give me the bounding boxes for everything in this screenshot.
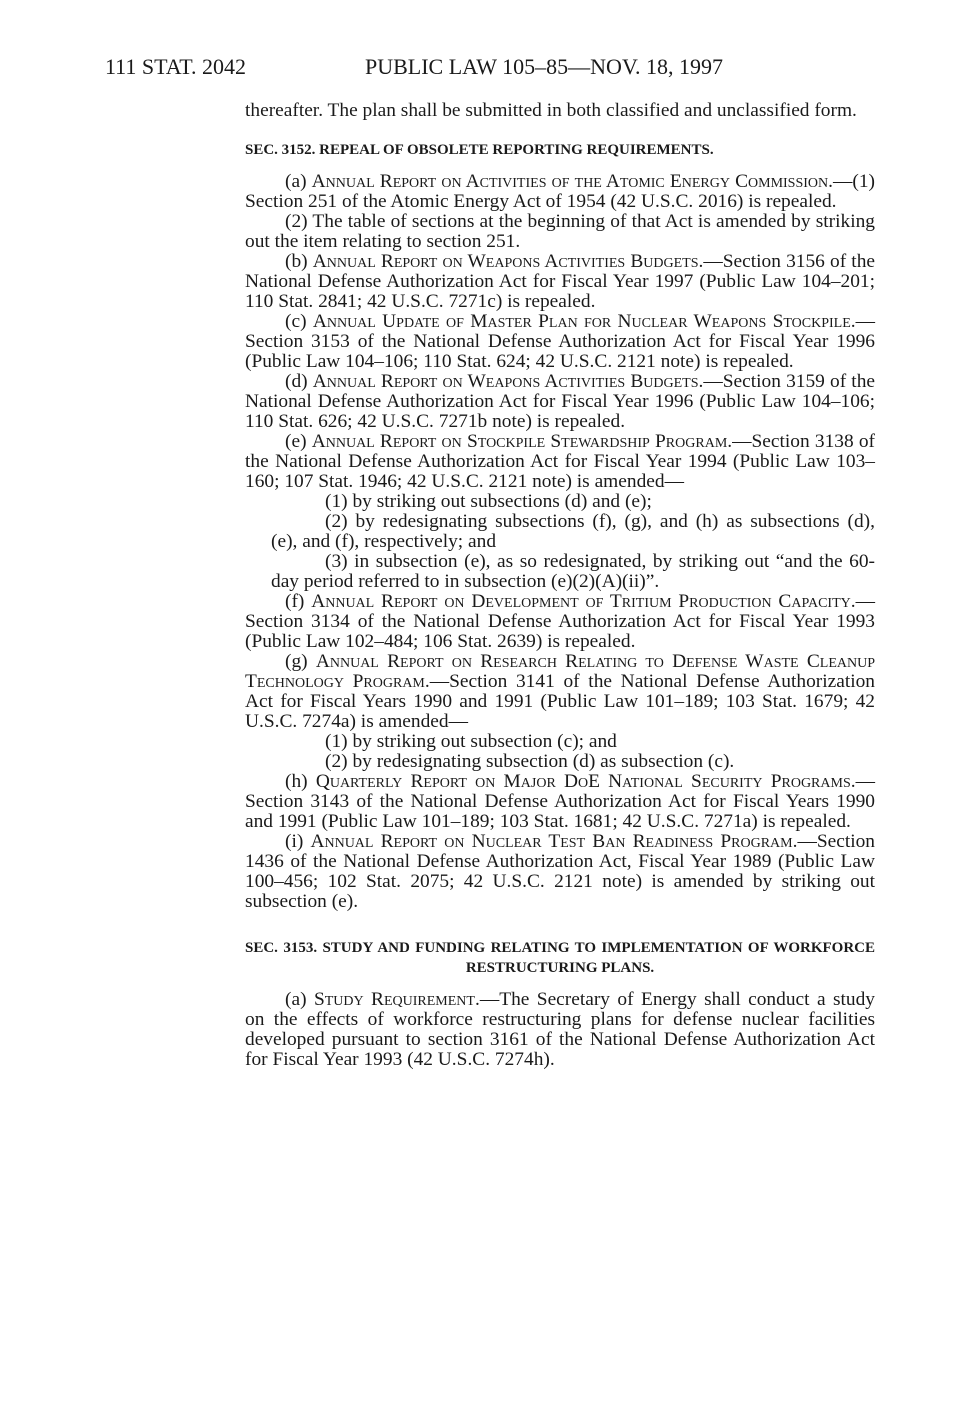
section-3153-a-label: (a) <box>285 989 314 1010</box>
subsection-a <box>245 172 875 212</box>
subsection-f-text: —Section 3134 of the National Defense Authorization Act for Fiscal Year 1993 (Public Law 102–484; 106 Stat. 2639) is repealed. <box>245 591 875 652</box>
subsection-g <box>245 652 875 732</box>
subsection-i-caption: Annual Report on Nuclear Test Ban Readiness Program. <box>310 831 798 852</box>
public-law-citation: PUBLIC LAW 105–85—NOV. 18, 1997 <box>365 54 723 79</box>
subsection-i <box>245 832 875 912</box>
subsection-b-label: (b) <box>285 251 313 272</box>
subsection-h-caption: Quarterly Report on Major DoE National Security Programs. <box>315 771 856 792</box>
section-heading-3153: SEC. 3153. STUDY AND FUNDING RELATING TO IMPLEMENTATION OF WORKFORCE RESTRUCTURING PLANS. <box>245 940 875 976</box>
subsection-i-text: —Section 1436 of the National Defense Authorization Act, Fiscal Year 1989 (Public Law 100–456; 102 Stat. 2075; 42 U.S.C. 2121 note) is amended by striking out subsection (e). <box>245 831 876 912</box>
subsection-h-text: —Section 3143 of the National Defense Authorization Act for Fiscal Years 1990 and 1991 (Public Law 101–189; 103 Stat. 1681; 42 U.S.C. 7271a) is repealed. <box>245 771 875 832</box>
subsection-e-label: (e) <box>285 431 312 452</box>
subsection-c-label: (c) <box>285 311 313 332</box>
subsection-h <box>245 772 875 832</box>
subsection-b-caption: Annual Report on Weapons Activities Budgets. <box>312 251 704 272</box>
document-body <box>245 101 875 1070</box>
subsection-e-item-2: (2) by redesignating subsections (f), (g), and (h) as subsections (d), (e), and (f), respectively; and <box>271 511 875 552</box>
subsection-d-label: (d) <box>285 371 313 392</box>
running-header <box>105 52 765 82</box>
subsection-f <box>245 592 875 652</box>
section-heading-3152: SEC. 3152. REPEAL OF OBSOLETE REPORTING REQUIREMENTS. <box>245 142 714 158</box>
subsection-d-caption: Annual Report on Weapons Activities Budgets. <box>312 371 704 392</box>
section-3153-a-caption: Study Requirement. <box>313 989 480 1010</box>
subsection-a-label: (a) <box>285 171 312 192</box>
subsection-e <box>245 432 875 492</box>
subsection-a-caption: Annual Report on Activities of the Atomic Energy Commission. <box>311 171 833 192</box>
section-3153-a-text: —The Secretary of Energy shall conduct a study on the effects of workforce restructuring plans for defense nuclear facilities developed pursuant to section 3161 of the National Defense Authorization Act for Fiscal Year 1993 (42 U.S.C. 7274h). <box>245 989 875 1070</box>
subsection-a-text: —(1) Section 251 of the Atomic Energy Act of 1954 (42 U.S.C. 2016) is repealed. <box>245 171 876 212</box>
subsection-a-2: (2) The table of sections at the beginning of that Act is amended by striking out the item relating to section 251. <box>245 211 875 252</box>
subsection-h-label: (h) <box>285 771 316 792</box>
subsection-g-item-1: (1) by striking out subsection (c); and <box>325 731 617 752</box>
subsection-b-text: —Section 3156 of the National Defense Authorization Act for Fiscal Year 1997 (Public Law 104–201; 110 Stat. 2841; 42 U.S.C. 7271c) is repealed. <box>245 251 875 312</box>
subsection-d <box>245 372 875 432</box>
subsection-c-caption: Annual Update of Master Plan for Nuclear Weapons Stockpile. <box>312 311 856 332</box>
subsection-g-caption: Annual Report on Research Relating to Defense Waste Cleanup Technology Program. <box>245 651 875 692</box>
stat-citation: 111 STAT. 2042 <box>105 54 247 79</box>
continued-paragraph: thereafter. The plan shall be submitted in both classified and unclassified form. <box>245 100 857 121</box>
subsection-f-label: (f) <box>285 591 312 612</box>
subsection-b <box>245 252 875 312</box>
subsection-c <box>245 312 875 372</box>
subsection-i-label: (i) <box>285 831 311 852</box>
subsection-e-item-3: (3) in subsection (e), as so redesignated, by striking out “and the 60-day period referred to in subsection (e)(2)(A)(ii)”. <box>271 551 875 592</box>
subsection-f-caption: Annual Report on Development of Tritium Production Capacity. <box>311 591 856 612</box>
subsection-g-item-2: (2) by redesignating subsection (d) as subsection (c). <box>325 751 735 772</box>
subsection-g-label: (g) <box>285 651 316 672</box>
subsection-g-text: —Section 3141 of the National Defense Authorization Act for Fiscal Years 1990 and 1991 (Public Law 101–189; 103 Stat. 1679; 42 U.S.C. 7274a) is amended— <box>245 671 875 732</box>
subsection-c-text: —Section 3153 of the National Defense Authorization Act for Fiscal Year 1996 (Public Law 104–106; 110 Stat. 624; 42 U.S.C. 2121 note) is repealed. <box>245 311 875 372</box>
subsection-e-text: —Section 3138 of the National Defense Authorization Act for Fiscal Year 1994 (Public Law 103–160; 107 Stat. 1946; 42 U.S.C. 2121 note) is amended— <box>245 431 876 492</box>
subsection-e-item-1: (1) by striking out subsections (d) and (e); <box>325 491 652 512</box>
subsection-e-caption: Annual Report on Stockpile Stewardship Program. <box>311 431 733 452</box>
subsection-d-text: —Section 3159 of the National Defense Authorization Act for Fiscal Year 1996 (Public Law 104–106; 110 Stat. 626; 42 U.S.C. 7271b note) is repealed. <box>245 371 875 432</box>
section-3153-subsection-a <box>245 990 875 1070</box>
